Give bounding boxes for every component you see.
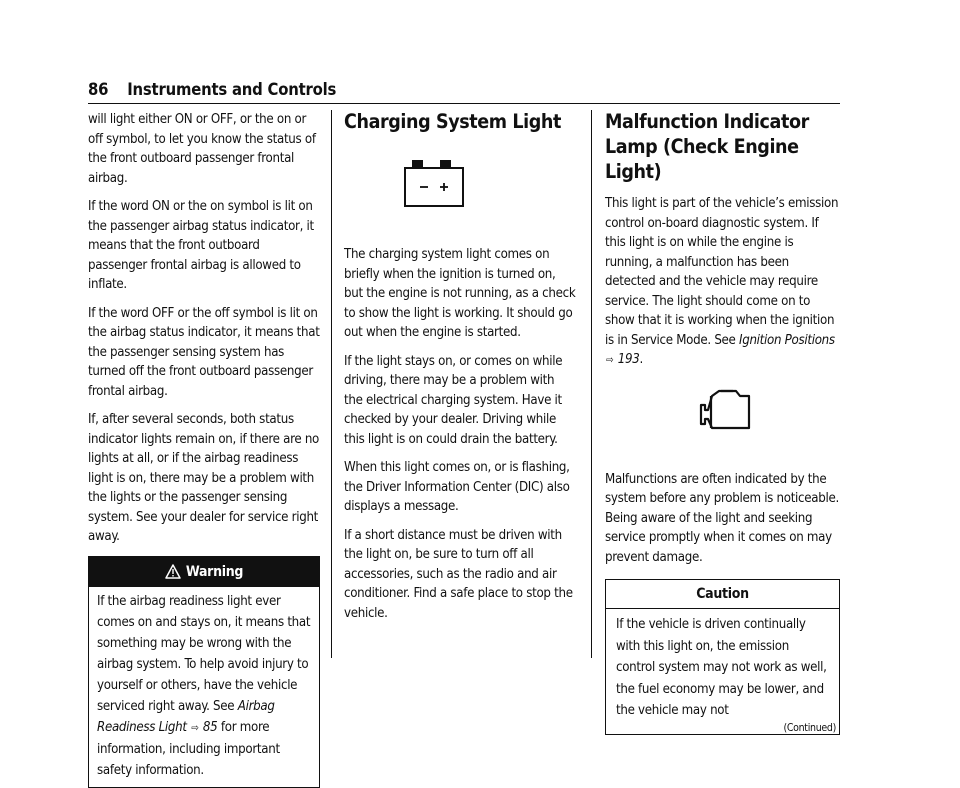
paragraph: If, after several seconds, both status indicator lights remain on, if there are no lights at all, or if the airbag readiness light is on, there may be a problem with the lights or the passenger sensing system. See your dealer for service right away.	[88, 412, 320, 544]
paragraph: This light is part of the vehicle’s emission control on-board diagnostic system. If this light is on while the engine is running, a malfunction has been detected and the vehicle may require service. The light should come on to show that it is working when the ignition is in Service Mode. See Ignition Positions ⇨ 193.	[605, 196, 839, 367]
paragraph: If the word OFF or the off symbol is lit on the airbag status indicator, it means that the passenger sensing system has turned off the front outboard passenger frontal airbag.	[88, 305, 320, 399]
column-right	[605, 109, 840, 735]
paragraph: will light either ON or OFF, or the on or off symbol, to let you know the status of the front outboard passenger frontal airbag.	[88, 112, 316, 186]
page-ref-arrow-icon: ⇨	[606, 355, 614, 366]
column-divider	[331, 110, 332, 658]
check-engine-icon	[699, 388, 755, 434]
warning-triangle-icon	[165, 564, 186, 580]
warning-header	[89, 557, 319, 587]
column-divider	[591, 110, 592, 658]
section-heading: Malfunction Indicator Lamp (Check Engine Light)	[605, 110, 809, 183]
paragraph: If the light stays on, or comes on while driving, there may be a problem with the electrical charging system. Have it checked by your dealer. Driving while this light is on could drain the battery.	[344, 353, 563, 447]
cross-reference-link[interactable]: Airbag Readiness Light ⇨ 85	[97, 698, 275, 735]
caution-title: Caution	[606, 580, 839, 609]
caution-box	[605, 579, 840, 735]
section-title: Instruments and Controls	[127, 80, 337, 99]
paragraph: The charging system light comes on briefly when the ignition is turned on, but the engine is not running, as a check to show the light is working. It should go out when the engine is started.	[344, 247, 576, 340]
column-left	[88, 110, 320, 788]
paragraph: If a short distance must be driven with the light on, be sure to turn off all accessories, such as the radio and air conditioner. Find a safe place to stop the vehicle.	[344, 527, 573, 621]
cross-reference-link[interactable]: Ignition Positions ⇨ 193	[606, 332, 835, 367]
warning-text: If the airbag readiness light ever comes on and stays on, it means that something may be wrong with the airbag system. To help avoid injury to yourself or others, have the vehicle serviced right away. See Airbag Readiness Light ⇨ 85 for more information, including important safety information.	[97, 593, 311, 778]
paragraph: If the word ON or the on symbol is lit on the passenger airbag status indicator, it means that the front outboard passenger frontal airbag is allowed to inflate.	[88, 199, 314, 292]
warning-box	[88, 556, 320, 788]
warning-title: Warning	[185, 563, 244, 580]
battery-icon	[404, 160, 468, 216]
continued-label: (Continued)	[783, 721, 836, 734]
header-rule	[88, 103, 840, 104]
column-middle	[344, 109, 576, 632]
battery-icon-wrap	[344, 144, 576, 226]
page-number: 86	[88, 80, 109, 99]
page-header	[88, 80, 840, 99]
section-heading: Charging System Light	[344, 110, 561, 133]
caution-text: If the vehicle is driven continually with this light on, the emission control system may not work as well, the fuel economy may be lower, and the vehicle may not	[616, 617, 827, 718]
paragraph: Malfunctions are often indicated by the system before any problem is noticeable. Being aware of the light and seeking service promptly when it comes on may prevent damage.	[605, 471, 839, 565]
page-ref-arrow-icon: ⇨	[191, 722, 199, 734]
paragraph: When this light comes on, or is flashing, the Driver Information Center (DIC) also displays a message.	[344, 460, 570, 514]
check-engine-icon-wrap	[605, 380, 840, 454]
